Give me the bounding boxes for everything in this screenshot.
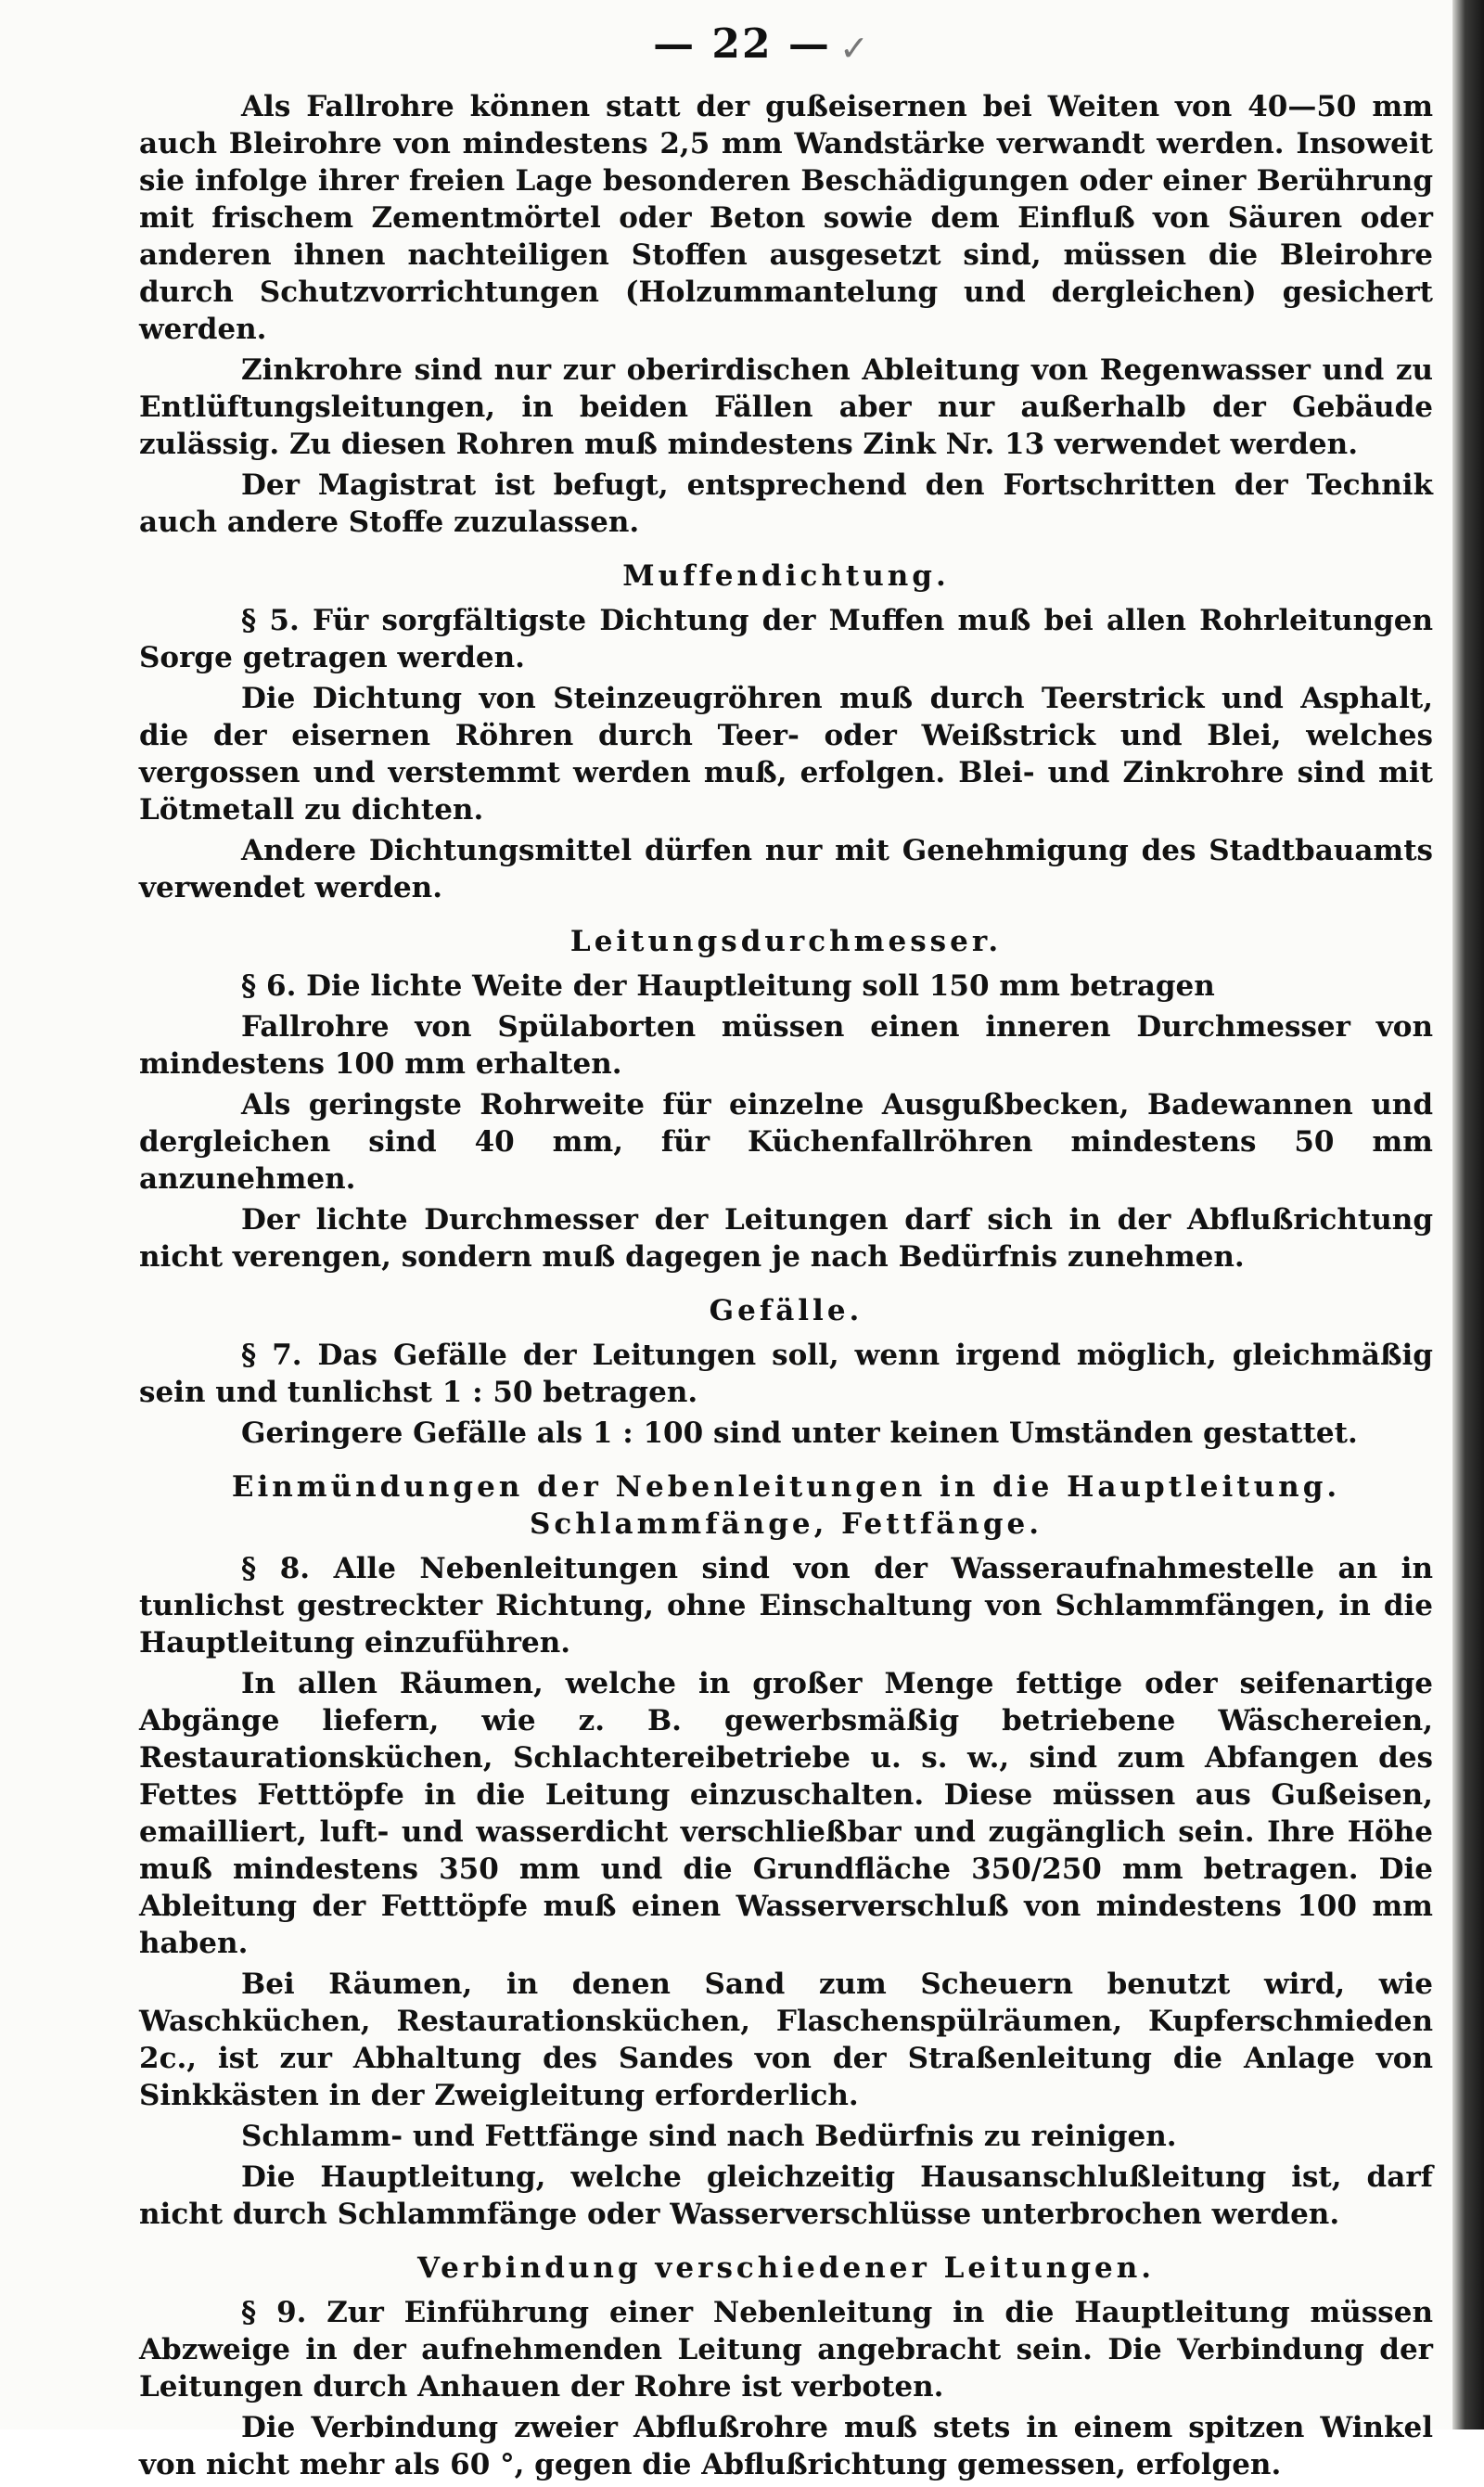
section-heading: Einmündungen der Nebenleitungen in die Hauptleitung. Schlammfänge, Fettfänge. [231,1470,1341,1541]
section-heading: Muffendichtung. [622,559,950,593]
paragraph: Schlamm- und Fettfänge sind nach Bedürfnis zu reinigen. [241,2120,1177,2153]
book-binding-edge [1452,0,1484,2429]
paragraph: Die Hauptleitung, welche gleichzeitig Hausanschlußleitung ist, darf nicht durch Schlammfänge oder Wasserverschlüsse unterbrochen werden. [139,2160,1433,2231]
paragraph: Als geringste Rohrweite für einzelne Ausgußbecken, Badewannen und dergleichen sind 40 mm, für Küchenfallröhren mindestens 50 mm anzunehmen. [139,1088,1433,1196]
page-body [139,88,1433,2487]
paragraph: Der lichte Durchmesser der Leitungen darf sich in der Abflußrichtung nicht verengen, sondern muß dagegen je nach Bedürfnis zunehmen. [139,1203,1433,1274]
paragraph: § 7. Das Gefälle der Leitungen soll, wenn irgend möglich, gleichmäßig sein und tunlichst 1 : 50 betragen. [139,1339,1433,1409]
paragraph: Andere Dichtungsmittel dürfen nur mit Genehmigung des Stadtbauamts verwendet werden. [139,834,1433,904]
paragraph: Als Fallrohre können statt der gußeisernen bei Weiten von 40—50 mm auch Bleirohre von mindestens 2,5 mm Wandstärke verwandt werden. Insoweit sie infolge ihrer freien Lage besonderen Beschädigungen oder einer Berührung mit frischem Zementmörtel oder Beton sowie dem Einfluß von Säuren oder anderen ihnen nachteiligen Stoffen ausgesetzt sind, müssen die Bleirohre durch Schutzvorrichtungen (Holzummantelung und dergleichen) gesichert werden. [139,90,1433,346]
paragraph: § 6. Die lichte Weite der Hauptleitung soll 150 mm betragen [241,969,1215,1003]
paragraph: Der Magistrat ist befugt, entsprechend den Fortschritten der Technik auch andere Stoffe zuzulassen. [139,468,1433,539]
paragraph: § 8. Alle Nebenleitungen sind von der Wasseraufnahmestelle an in tunlichst gestreckter Richtung, ohne Einschaltung von Schlammfängen, in die Hauptleitung einzuführen. [139,1552,1433,1660]
section-heading: Gefälle. [709,1294,864,1327]
paragraph: § 9. Zur Einführung einer Nebenleitung in die Hauptleitung müssen Abzweige in der aufnehmenden Leitung angebracht sein. Die Verbindung der Leitungen durch Anhauen der Rohre ist verboten. [139,2296,1433,2404]
paragraph: In allen Räumen, welche in großer Menge fettige oder seifenartige Abgänge liefern, wie z. B. gewerbsmäßig betriebene Wäschereien, Restaurationsküchen, Schlachtereibetriebe u. s. w., sind zum Abfangen des Fettes Fetttöpfe in die Leitung einzuschalten. Diese müssen aus Gußeisen, emailliert, luft- und wasserdicht verschließbar und zugänglich sein. Ihre Höhe muß mindestens 350 mm und die Grundfläche 350/250 mm betragen. Die Ableitung der Fetttöpfe muß einen Wasserverschluß von mindestens 100 mm haben. [139,1667,1433,1960]
page-number: — 22 — [653,20,831,68]
paragraph: Bei Räumen, in denen Sand zum Scheuern benutzt wird, wie Waschküchen, Restaurationsküchen, Flaschenspülräumen, Kupferschmieden 2c., ist zur Abhaltung des Sandes von der Straßenleitung die Anlage von Sinkkästen in der Zweigleitung erforderlich. [139,1968,1433,2112]
pencil-check-mark: ✓ [839,28,869,69]
section-heading: Leitungsdurchmesser. [569,925,1003,958]
paragraph: Geringere Gefälle als 1 : 100 sind unter keinen Umständen gestattet. [241,1417,1358,1450]
paragraph: Die Verbindung zweier Abflußrohre muß stets in einem spitzen Winkel von nicht mehr als 60 °, gegen die Abflußrichtung gemessen, erfolgen. [139,2411,1433,2481]
paragraph: Die Dichtung von Steinzeugröhren muß durch Teerstrick und Asphalt, die der eisernen Röhren durch Teer- oder Weißstrick und Blei, welches vergossen und verstemmt werden muß, erfolgen. Blei- und Zinkrohre sind mit Lötmetall zu dichten. [139,682,1433,827]
section-heading: Verbindung verschiedener Leitungen. [416,2251,1156,2285]
paragraph: § 5. Für sorgfältigste Dichtung der Muffen muß bei allen Rohrleitungen Sorge getragen werden. [139,604,1433,674]
paragraph: Zinkrohre sind nur zur oberirdischen Ableitung von Regenwasser und zu Entlüftungsleitungen, in beiden Fällen aber nur außerhalb der Gebäude zulässig. Zu diesen Rohren muß mindestens Zink Nr. 13 verwendet werden. [139,353,1433,461]
paragraph: Fallrohre von Spülaborten müssen einen inneren Durchmesser von mindestens 100 mm erhalten. [139,1010,1433,1081]
